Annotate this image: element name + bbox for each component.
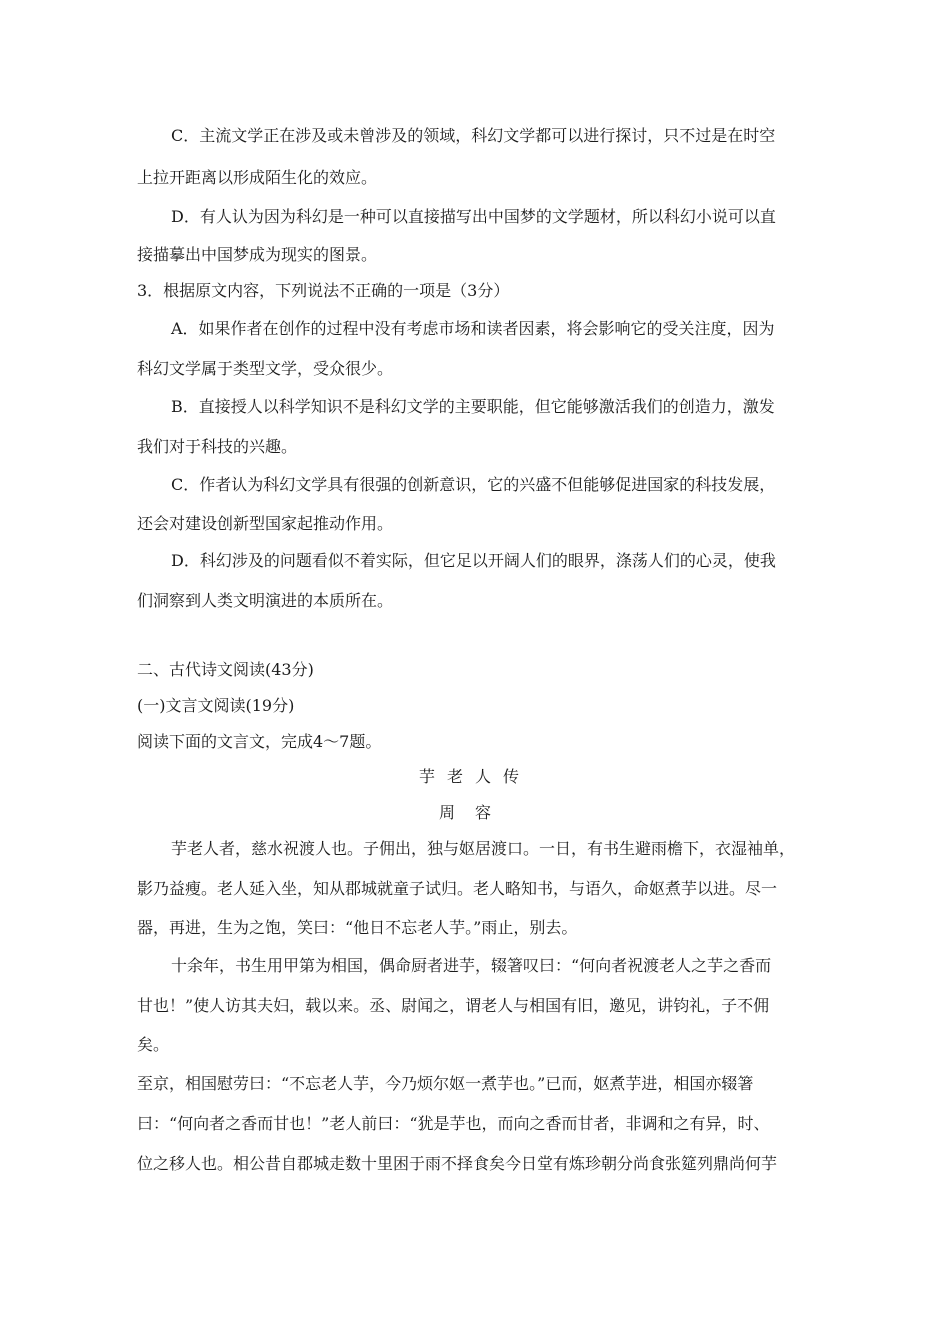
q3-option-d-line-1: D．科幻涉及的问题看似不着实际，但它足以开阔人们的眼界，涤荡人们的心灵，使我 (171, 551, 776, 570)
paragraph-3-line-2: 曰：“何向者之香而甘也！”老人前曰：“犹是芋也，而向之香而甘者，非调和之有异，时、 (137, 1114, 770, 1133)
option-d-line-1: D．有人认为因为科幻是一种可以直接描写出中国梦的文学题材，所以科幻小说可以直 (171, 207, 776, 226)
section-2-heading: 二、古代诗文阅读(43分) (137, 660, 314, 679)
q3-option-a-line-1: A．如果作者在创作的过程中没有考虑市场和读者因素，将会影响它的受关注度，因为 (171, 319, 775, 338)
option-c-line-2: 上拉开距离以形成陌生化的效应。 (137, 168, 378, 187)
q3-option-d-line-2: 们洞察到人类文明演进的本质所在。 (137, 591, 394, 610)
q3-option-c-line-1: C．作者认为科幻文学具有很强的创新意识，它的兴盛不但能够促进国家的科技发展， (171, 475, 776, 494)
option-d-line-2: 接描摹出中国梦成为现实的图景。 (137, 245, 378, 264)
paragraph-3-line-1: 至京，相国慰劳曰：“不忘老人芋，今乃烦尔妪一煮芋也。”已而，妪煮芋进，相国亦辍箸 (137, 1074, 754, 1093)
paragraph-1-line-3: 器，再进，生为之饱，笑曰：“他日不忘老人芋。”雨止，别去。 (137, 918, 578, 937)
reading-instruction: 阅读下面的文言文，完成4～7题。 (137, 732, 382, 751)
paragraph-3-line-3: 位之移人也。相公昔自郡城走数十里困于雨不择食矣今日堂有炼珍朝分尚食张筵列鼎尚何芋 (137, 1154, 778, 1173)
q3-option-b-line-1: B．直接授人以科学知识不是科幻文学的主要职能，但它能够激活我们的创造力，激发 (171, 397, 775, 416)
passage-author: 周容 (438, 803, 511, 822)
q3-option-a-line-2: 科幻文学属于类型文学，受众很少。 (137, 359, 394, 378)
q3-option-b-line-2: 我们对于科技的兴趣。 (137, 437, 298, 456)
option-c-line-1: C．主流文学正在涉及或未曾涉及的领域，科幻文学都可以进行探讨，只不过是在时空 (171, 126, 776, 145)
question-3-stem: 3．根据原文内容，下列说法不正确的一项是（3分） (137, 281, 510, 300)
q3-option-c-line-2: 还会对建设创新型国家起推动作用。 (137, 514, 394, 533)
section-2-subheading: (一)文言文阅读(19分) (137, 696, 295, 715)
paragraph-2-line-2: 甘也！”使人访其夫妇，载以来。丞、尉闻之，谓老人与相国有旧，邀见，讲钧礼，子不佣 (137, 996, 770, 1015)
paragraph-1-line-2: 影乃益瘦。老人延入坐，知从郡城就童子试归。老人略知书，与语久，命妪煮芋以进。尽一 (137, 879, 778, 898)
paragraph-2-line-1: 十余年，书生用甲第为相国，偶命厨者进芋，辍箸叹曰：“何向者祝渡老人之芋之香而 (171, 956, 772, 975)
paragraph-1-line-1: 芋老人者，慈水祝渡人也。子佣出，独与妪居渡口。一日，有书生避雨檐下，衣湿袖单， (171, 839, 796, 858)
paragraph-2-line-3: 矣。 (137, 1035, 170, 1054)
passage-title: 芋老人传 (418, 767, 531, 786)
